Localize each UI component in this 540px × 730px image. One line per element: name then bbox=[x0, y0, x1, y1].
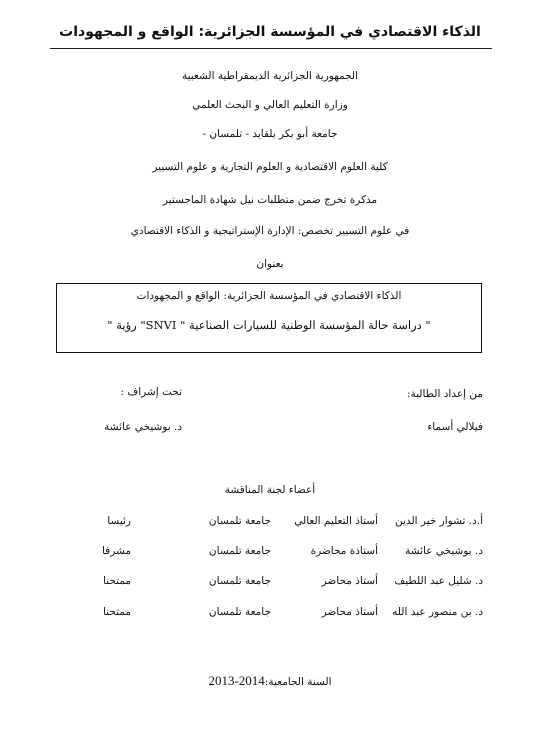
faculty-line: كلية العلوم الاقتصادية و العلوم التجارية و علوم التسيير bbox=[152, 161, 388, 173]
member-name: د. بوشيخي عائشة bbox=[405, 545, 483, 557]
member-rank: أستاذ محاضر bbox=[321, 575, 378, 587]
member-rank: أستاذة محاضرة bbox=[310, 545, 378, 557]
header-divider bbox=[50, 48, 492, 49]
member-name: أ.د. تشوار خير الدين bbox=[395, 515, 483, 527]
member-role: مشرفا bbox=[101, 545, 131, 557]
member-university: جامعة تلمسان bbox=[208, 575, 271, 587]
member-university: جامعة تلمسان bbox=[208, 515, 271, 527]
ministry-line: وزارة التعليم العالي و البحث العلمي bbox=[192, 99, 348, 111]
academic-year-label: السنة الجامعية: bbox=[264, 676, 332, 688]
committee-row bbox=[0, 545, 540, 561]
member-rank: أستاذ التعليم العالي bbox=[294, 515, 378, 527]
committee-row bbox=[0, 515, 540, 531]
member-university: جامعة تلمسان bbox=[208, 606, 271, 618]
specialty-line: في علوم التسيير تخصص: الإدارة الإستراتيجية و الذكاء الاقتصادي bbox=[130, 225, 410, 237]
academic-year bbox=[0, 670, 540, 689]
memo-line: مذكرة تخرج ضمن متطلبات نيل شهادة الماجستير bbox=[162, 194, 378, 206]
thesis-title-box bbox=[56, 283, 482, 353]
thesis-subtitle: " دراسة حالة المؤسسة الوطنية للسيارات الصناعية " SNVI" رؤية " bbox=[107, 318, 431, 332]
committee-row bbox=[0, 606, 540, 622]
titled-line: بعنوان bbox=[256, 258, 284, 270]
student-name: فيلالي أسماء bbox=[427, 421, 483, 433]
member-role: رئيسا bbox=[107, 515, 131, 527]
supervision-label: تحت إشراف : bbox=[120, 386, 182, 398]
member-university: جامعة تلمسان bbox=[208, 545, 271, 557]
prepared-by-label: من إعداد الطالبة: bbox=[406, 388, 483, 400]
supervisor-name: د. بوشيخي عائشة bbox=[104, 421, 182, 433]
running-header-title: الذكاء الاقتصادي في المؤسسة الجزائرية: الواقع و المجهودات bbox=[59, 24, 481, 40]
member-rank: أستاذ محاضر bbox=[321, 606, 378, 618]
thesis-title: الذكاء الاقتصادي في المؤسسة الجزائرية: الواقع و المجهودات bbox=[136, 290, 402, 302]
academic-year-value: 2013-2014 bbox=[208, 673, 265, 688]
committee-heading: أعضاء لجنة المناقشة bbox=[224, 484, 316, 496]
member-name: د. بن منصور عبد الله bbox=[392, 606, 483, 618]
member-role: ممتحنا bbox=[102, 575, 131, 587]
republic-line: الجمهورية الجزائرية الديمقراطية الشعبية bbox=[181, 70, 359, 82]
member-role: ممتحنا bbox=[102, 606, 131, 618]
member-name: د. شليل عبد اللطيف bbox=[394, 575, 483, 587]
university-line: جامعة أبو بكر بلقايد - تلمسان - bbox=[202, 128, 338, 140]
committee-row bbox=[0, 575, 540, 591]
